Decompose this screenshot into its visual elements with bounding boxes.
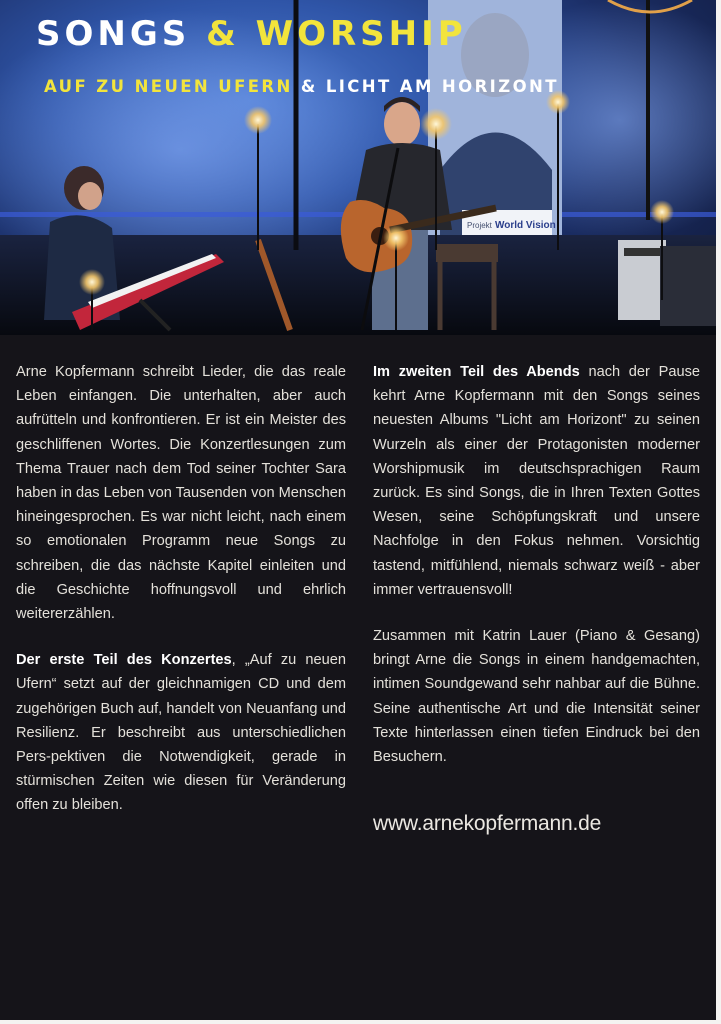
subheadline: [44, 77, 559, 96]
website-link[interactable]: www.arnekopfermann.de: [373, 812, 602, 835]
first-part-paragraph: [16, 648, 346, 817]
subheadline-part1: AUF ZU NEUEN UFERN: [44, 77, 293, 96]
performers-paragraph: Zusammen mit Katrin Lauer (Piano & Gesang) bringt Arne die Songs in einem handgemachten, intimen Soundgewand sehr nahbar auf die Bühne. Seine authentische Art und die Intensität seiner Texte hinterlassen einen tiefen Eindruck bei den Besuchern.: [373, 628, 700, 766]
stool-seat: [436, 244, 498, 262]
first-part-text: , „Auf zu neuen Ufern“ setzt auf der gleichnamigen CD und dem zugehörigen Buch auf, handelt von Neuanfang und Resilienz. Er beschreibt aus unterschiedlichen Pers-pektiven die Notwendigkeit, gerade in stürmischen Zeiten wie diesen für Veränderung offen zu bleiben.: [16, 652, 346, 814]
headline-worship: & WORSHIP: [206, 14, 467, 54]
right-column: [373, 360, 700, 791]
second-part-text: nach der Pause kehrt Arne Kopfermann mit den Songs seines neuesten Albums "Licht am Horizont" zu seinen Wurzeln als einer der Protagonisten moderner Worshipmusik im deutschsprachigen Raum zurück. Es sind Songs, die in Ihren Texten Gottes Wesen, seine Schöpfungskraft und unsere Nachfolge in den Fokus nehmen. Vorsichtig tastend, mitfühlend, niemals schwarz weiß - aber immer vertrauensvoll!: [373, 364, 700, 598]
subheadline-part2: & LICHT AM HORIZONT: [292, 77, 559, 96]
concert-photo: [0, 0, 716, 335]
left-column: [16, 360, 346, 840]
banner-text-worldvision: World Vision: [495, 220, 556, 231]
headline-songs: SONGS: [36, 14, 207, 54]
banner-text-projekt: Projekt: [467, 221, 492, 230]
intro-paragraph: Arne Kopfermann schreibt Lieder, die das reale Leben einfangen. Die unterhalten, aber auch aufrütteln und konfrontieren. Er ist ein Meister des geschliffenen Wortes. Die Konzertlesungen zum Thema Trauer nach dem Tod seiner Tochter Sara haben in das Leben von Tausenden von Menschen hineingesprochen. Es war nicht leicht, nach einem so emotionalen Programm neue Songs zu schreiben, die das nächste Kapitel einleiten und die Geschichte hoffnungsvoll und ehrlich weitererzählen.: [16, 364, 346, 623]
speaker-box: [660, 246, 716, 326]
second-part-paragraph: [373, 360, 700, 602]
headline: [36, 14, 467, 54]
first-part-heading: Der erste Teil des Konzertes: [16, 652, 232, 669]
second-part-heading: Im zweiten Teil des Abends: [373, 364, 580, 380]
